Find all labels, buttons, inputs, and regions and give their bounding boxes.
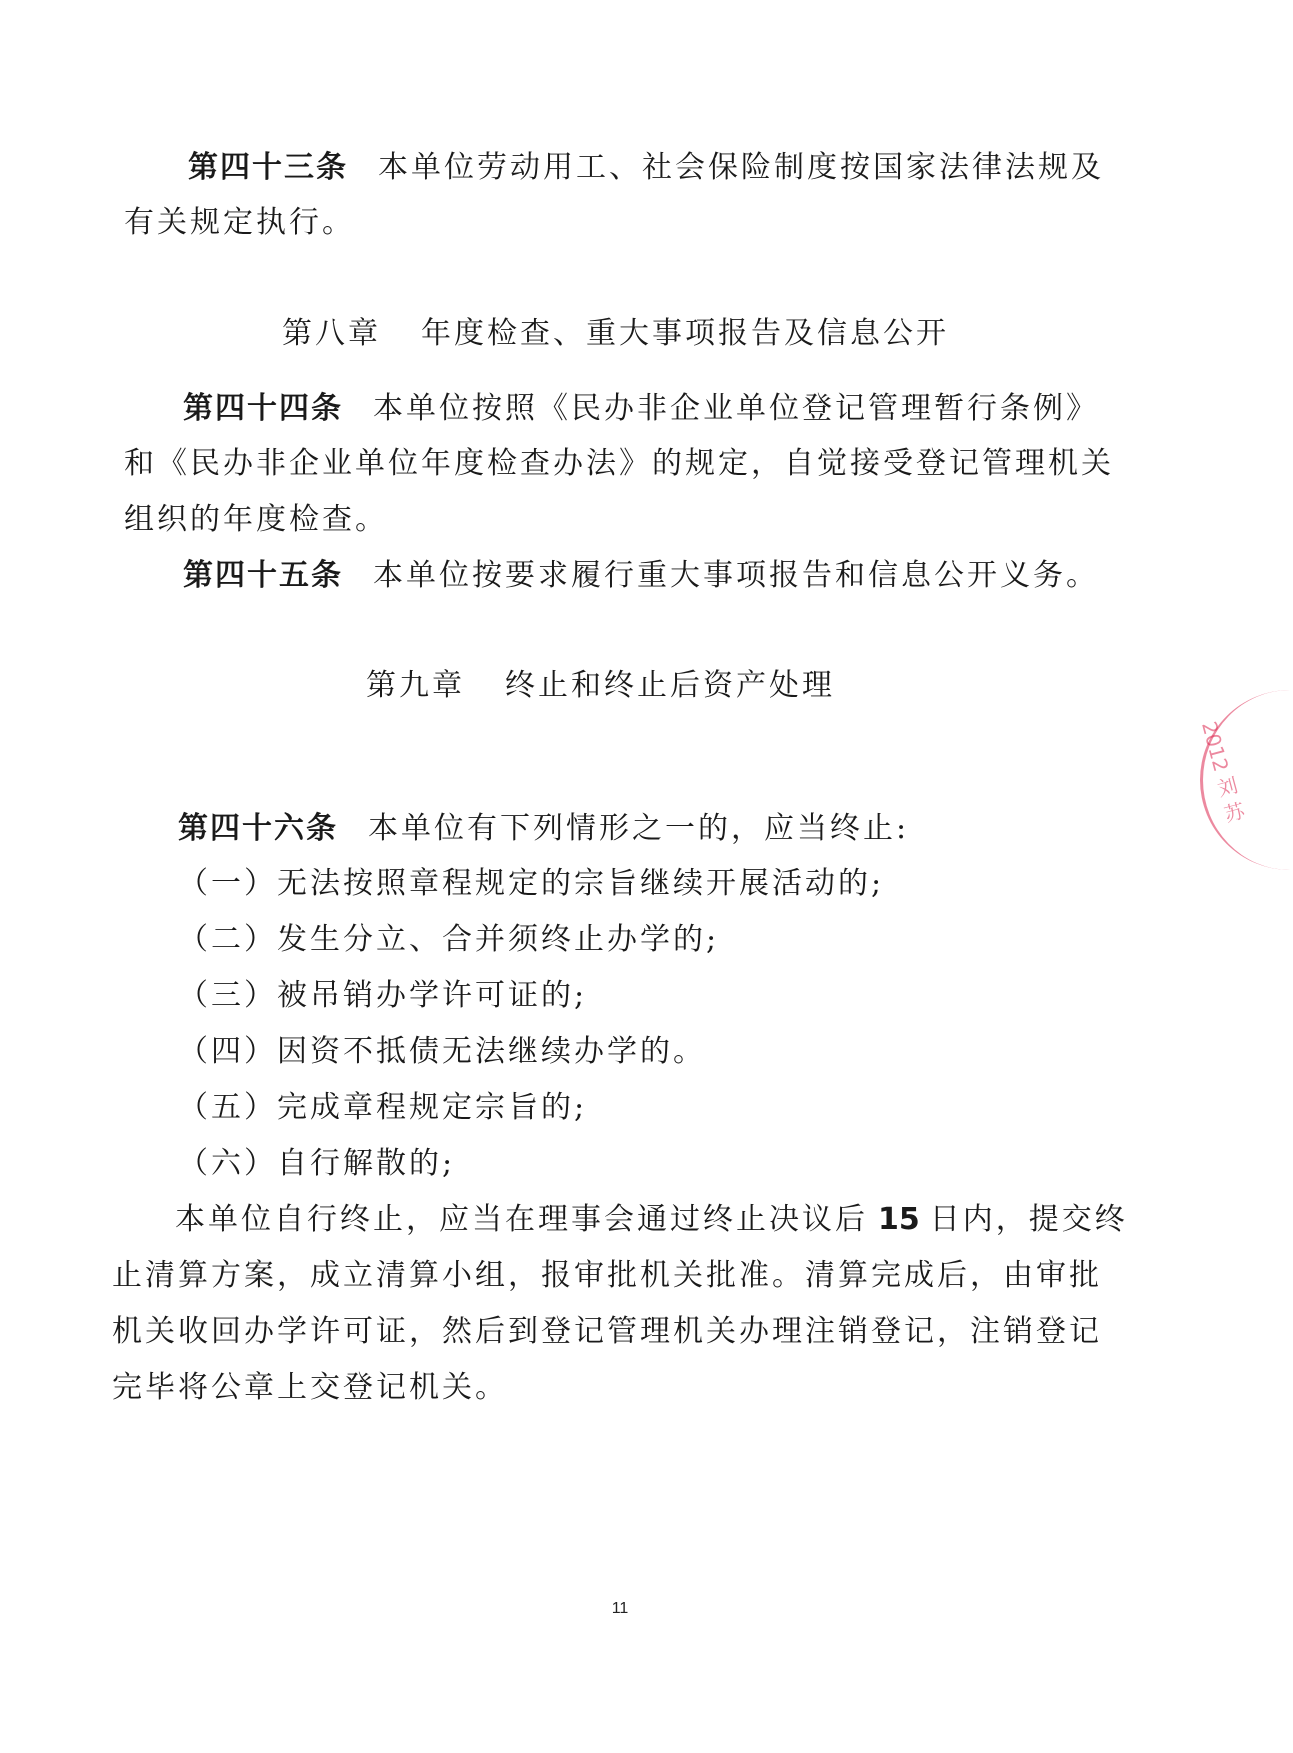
article-46-paragraph-line-3: 机关收回办学许可证，然后到登记管理机关办理注销登记，注销登记 bbox=[112, 1314, 1102, 1349]
article-43-line-2: 有关规定执行。 bbox=[124, 205, 355, 240]
article-46-item-4: （四）因资不抵债无法继续办学的。 bbox=[178, 1034, 706, 1069]
article-45-line bbox=[183, 556, 1099, 596]
article-44-line-1 bbox=[183, 389, 1099, 429]
article-46-paragraph-line-2: 止清算方案，成立清算小组，报审批机关批准。清算完成后，由审批 bbox=[112, 1258, 1102, 1293]
article-45-text: 本单位按要求履行重大事项报告和信息公开义务。 bbox=[373, 558, 1099, 593]
article-44-text-1: 本单位按照《民办非企业单位登记管理暂行条例》 bbox=[373, 391, 1099, 426]
paragraph-days: 15 bbox=[878, 1202, 920, 1237]
article-46-intro-line bbox=[178, 809, 909, 849]
article-46-item-6: （六）自行解散的; bbox=[178, 1146, 456, 1181]
article-46-label: 第四十六条 bbox=[178, 811, 338, 846]
article-46-item-2: （二）发生分立、合并须终止办学的; bbox=[178, 922, 720, 957]
article-46-item-3: （三）被吊销办学许可证的; bbox=[178, 978, 588, 1013]
article-44-label: 第四十四条 bbox=[183, 391, 343, 426]
article-46-item-1: （一）无法按照章程规定的宗旨继续开展活动的; bbox=[178, 866, 885, 901]
chapter-8-title: 年度检查、重大事项报告及信息公开 bbox=[421, 316, 949, 351]
article-45-label: 第四十五条 bbox=[183, 558, 343, 593]
article-44-line-2: 和《民办非企业单位年度检查办法》的规定，自觉接受登记管理机关 bbox=[124, 446, 1114, 481]
page-number: 11 bbox=[611, 1600, 629, 1617]
chapter-9-heading bbox=[366, 666, 835, 706]
article-43-text-1: 本单位劳动用工、社会保险制度按国家法律法规及 bbox=[378, 150, 1104, 185]
article-43-line-1 bbox=[188, 148, 1104, 188]
chapter-8-heading bbox=[282, 314, 949, 354]
article-46-paragraph-line-1 bbox=[175, 1200, 1128, 1240]
article-46-paragraph-line-4: 完毕将公章上交登记机关。 bbox=[112, 1370, 508, 1405]
official-seal-text: 2012 刘 苏 bbox=[1197, 718, 1248, 826]
paragraph-text-a: 本单位自行终止，应当在理事会通过终止决议后 bbox=[175, 1202, 868, 1237]
article-44-line-3: 组织的年度检查。 bbox=[124, 502, 388, 537]
paragraph-text-b: 日内，提交终 bbox=[929, 1202, 1128, 1237]
article-46-item-5: （五）完成章程规定宗旨的; bbox=[178, 1090, 588, 1125]
chapter-9-title: 终止和终止后资产处理 bbox=[505, 668, 835, 703]
chapter-8-number: 第八章 bbox=[282, 316, 381, 351]
chapter-9-number: 第九章 bbox=[366, 668, 465, 703]
article-46-intro: 本单位有下列情形之一的，应当终止: bbox=[368, 811, 910, 846]
article-43-label: 第四十三条 bbox=[188, 150, 348, 185]
